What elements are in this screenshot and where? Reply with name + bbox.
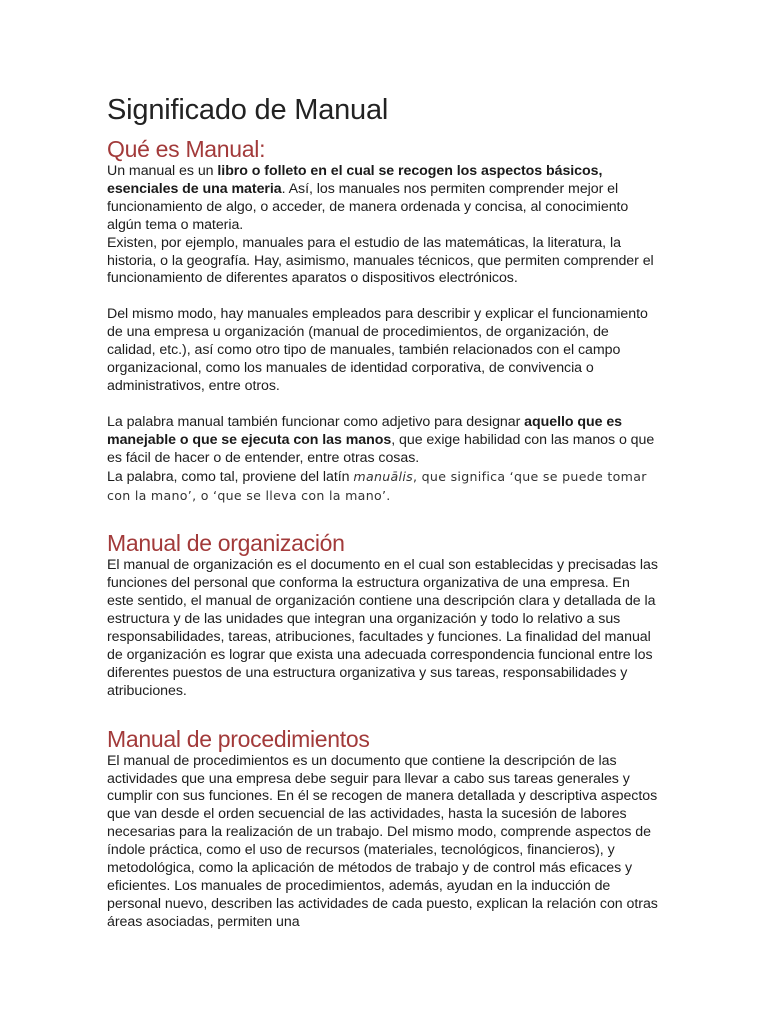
paragraph-text: . Así, los manuales nos permiten comprender mejor el funcionamiento de algo, o acceder, de manera ordenada y concisa, al conocimiento algún tema o materia. (107, 180, 629, 233)
paragraph-adjective (107, 414, 660, 468)
section-heading-manual-procedimientos: Manual de procedimientos (107, 725, 370, 752)
paragraph-organizational: Del mismo modo, hay manuales empleados para describir y explicar el funcionamiento de una empresa u organización (manual de procedimientos, de organización, de calidad, etc.), así como otro tipo de manuales, también relacionados con el campo organizacional, como los manuales de identidad corporativa, de convivencia o administrativos, entre otros. (107, 306, 648, 394)
section-heading-manual-organizacion: Manual de organización (107, 530, 345, 557)
bold-adjective: aquello que es manejable o que se ejecuta con las manos (107, 413, 623, 448)
section-heading-que-es-manual: Qué es Manual: (107, 136, 266, 162)
latin-word: manuālis (353, 468, 414, 484)
paragraph-text: La palabra, como tal, proviene del latín (107, 468, 354, 485)
paragraph-manual-procedimientos: El manual de procedimientos es un documento que contiene la descripción de las actividades que una empresa debe seguir para llevar a cabo sus tareas generales y cumplir con sus funciones. En él se recogen de manera detallada y descriptiva aspectos que van desde el orden secuencial de las actividades, hasta la sucesión de labores necesarias para la realización de un trabajo. Del mismo modo, comprende aspectos de índole práctica, como el uso de recursos (materiales, tecnológicos, financieros), y metodológica, como la aplicación de métodos de trabajo y de control más eficaces y eficientes. Los manuales de procedimientos, además, ayudan en la inducción de personal nuevo, describen las actividades de cada puesto, explican la relación con otras áreas asociadas, permiten una (107, 752, 658, 930)
page-title: Significado de Manual (107, 94, 389, 126)
bold-definition: libro o folleto en el cual se recogen los aspectos básicos, esenciales de una materia (107, 163, 603, 197)
paragraph-manual-organizacion: El manual de organización es el documento en el cual son establecidas y precisadas las funciones del personal que conforma la estructura organizativa de una empresa. En este sentido, el manual de organización contiene una descripción clara y detallada de la estructura y de las unidades que integran una organización y todo lo relativo a sus responsabilidades, tareas, atribuciones, facultades y funciones. La finalidad del manual de organización es lograr que exista una adecuada correspondencia funcional entre los diferentes puestos de una estructura organizativa y sus tareas, responsabilidades y atribuciones. (107, 557, 658, 699)
paragraph-examples: Existen, por ejemplo, manuales para el estudio de las matemáticas, la literatura, la historia, o la geografía. Hay, asimismo, manuales técnicos, que permiten comprender el funcionamiento de diferentes aparatos o dispositivos electrónicos. (107, 234, 654, 287)
paragraph-text: La palabra manual también funcionar como adjetivo para designar (107, 413, 525, 430)
paragraph-definition (107, 163, 660, 235)
paragraph-text: Un manual es un (107, 163, 218, 179)
paragraph-text: , que exige habilidad con las manos o que es fácil de hacer o de entender, entre otras cosas. (107, 431, 655, 466)
latin-meaning: , que significa ‘que se puede tomar con la mano’, o ‘que se lleva con la mano’. (107, 468, 647, 503)
paragraph-etymology (107, 468, 660, 506)
